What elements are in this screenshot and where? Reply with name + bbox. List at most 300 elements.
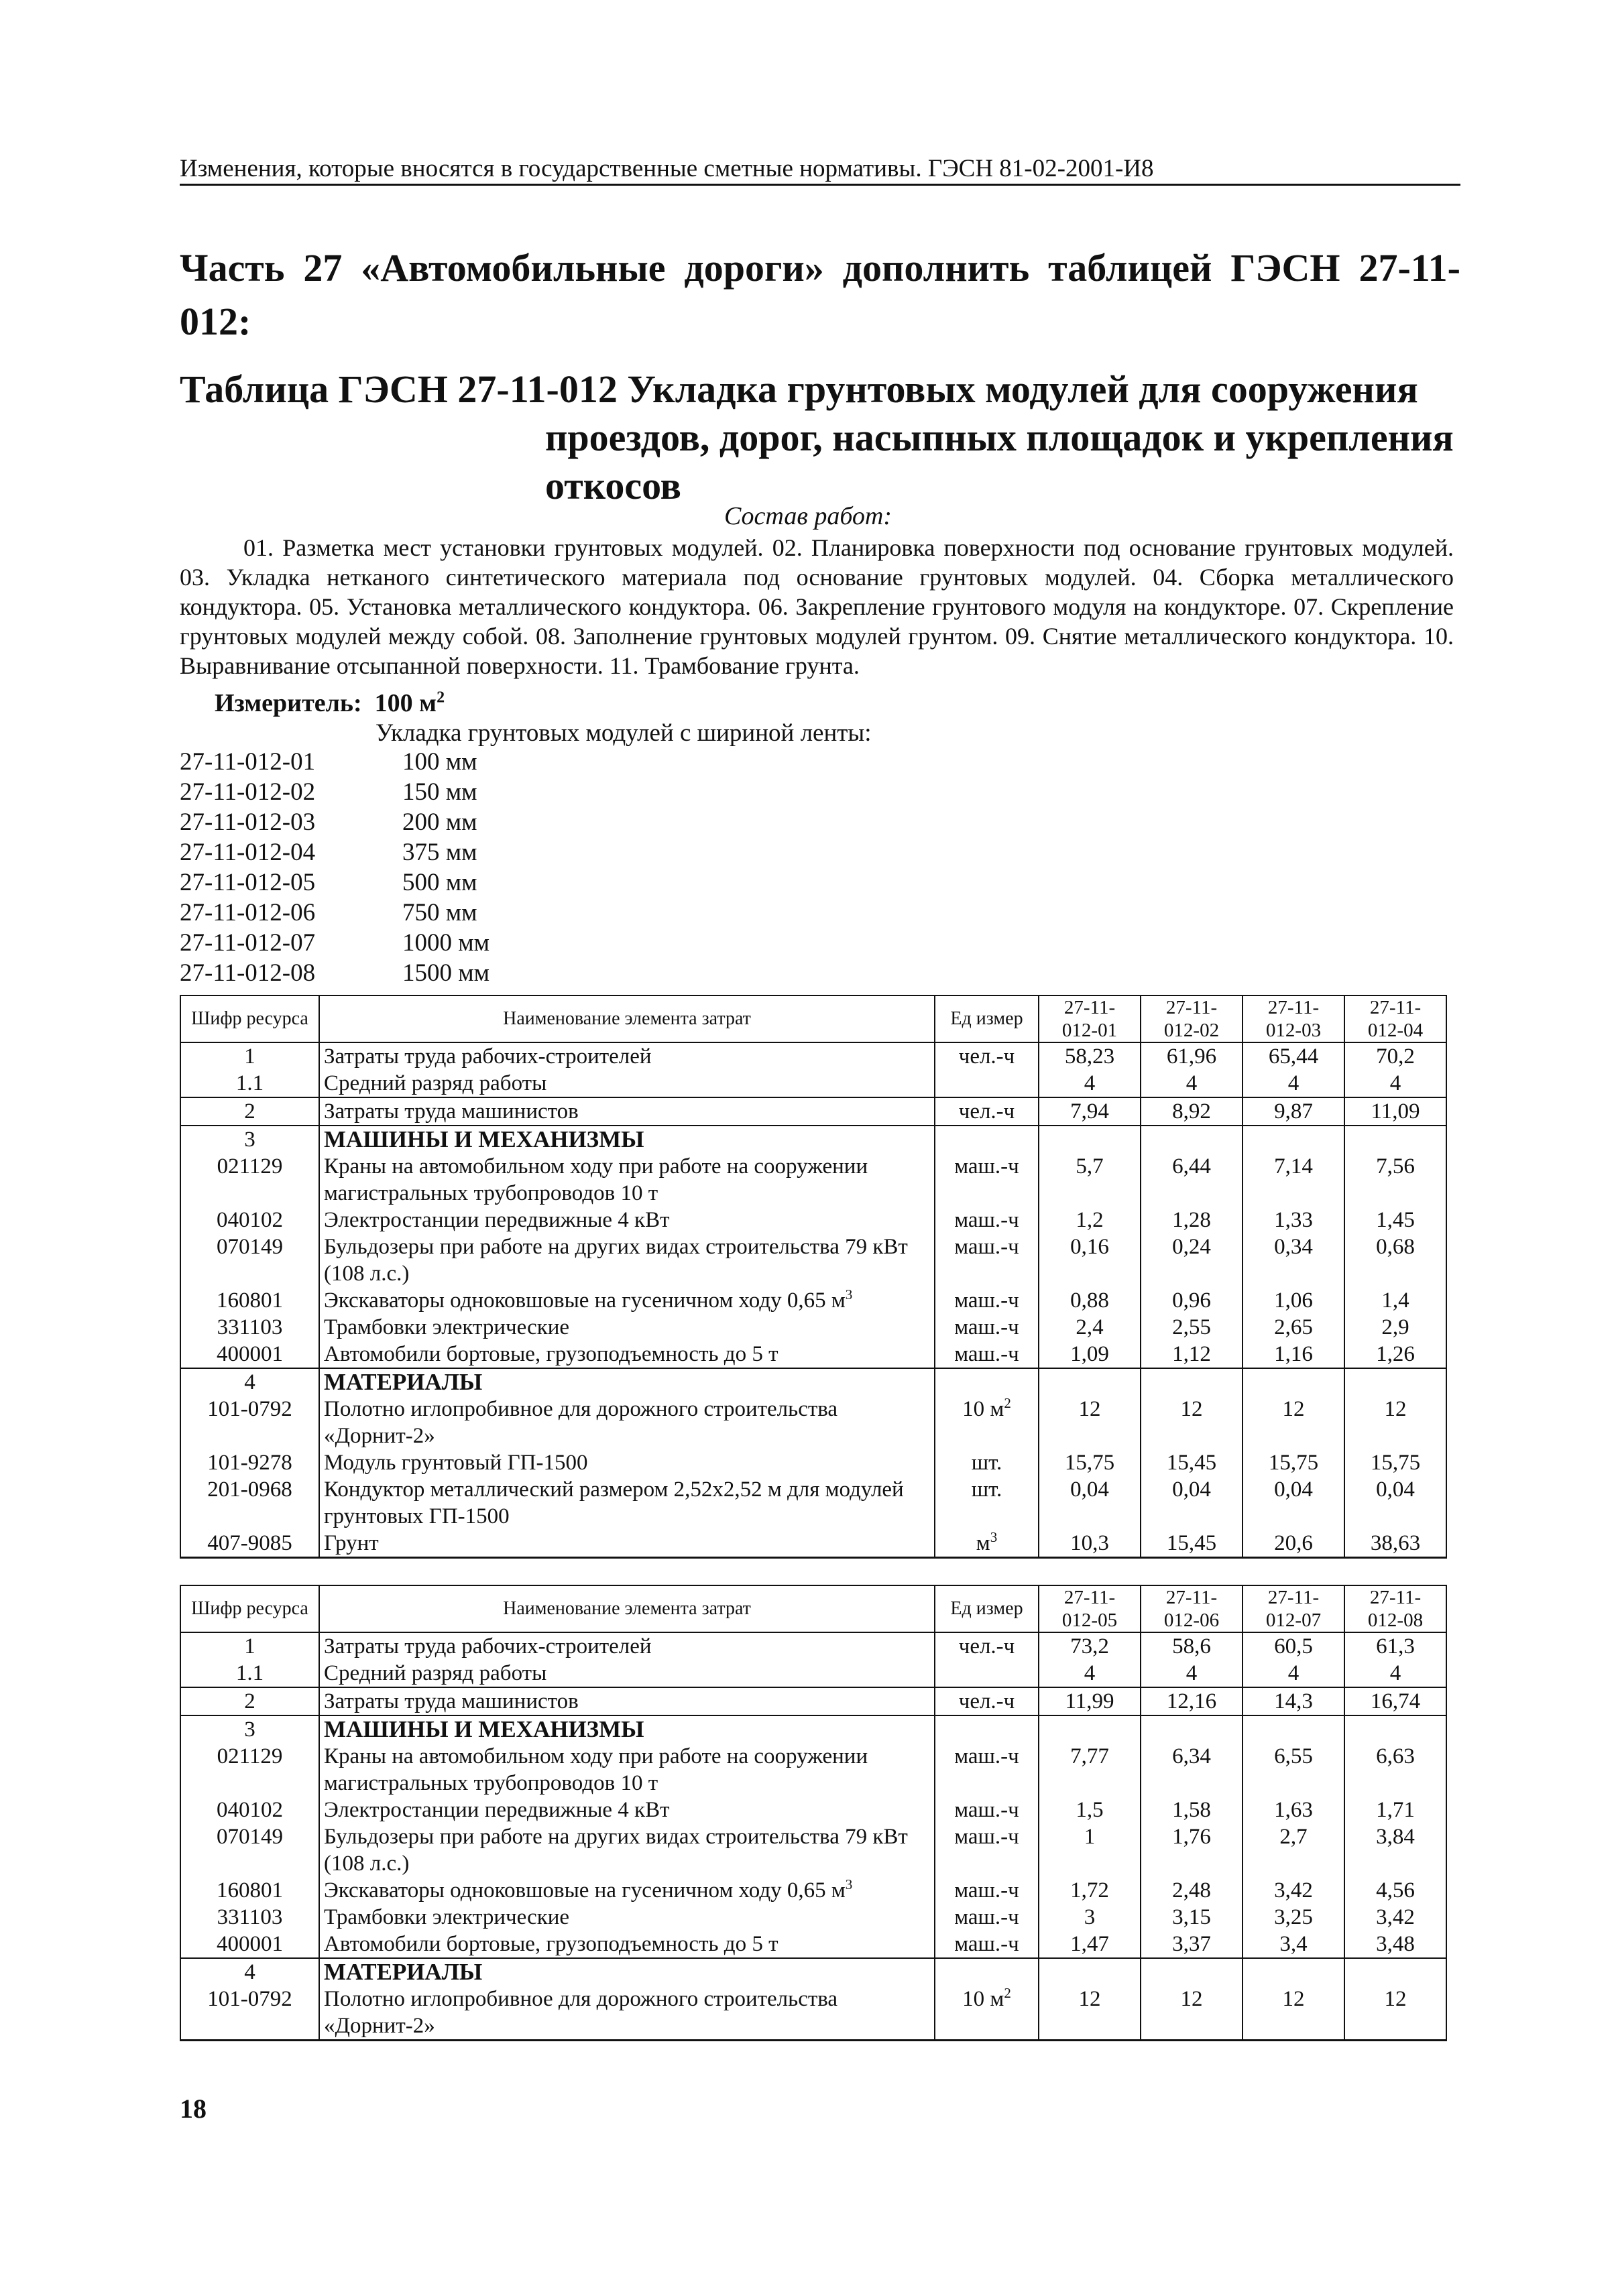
empty-cell — [1243, 1126, 1344, 1153]
section-row — [180, 1958, 1446, 1986]
value-cell: 4 — [1344, 1660, 1446, 1687]
resource-name-text: Грунт — [324, 1531, 379, 1555]
header-code: Шифр ресурса — [180, 995, 319, 1042]
value-cell: 4 — [1141, 1660, 1243, 1687]
measure-value: 100 м — [374, 689, 437, 717]
empty-cell — [1141, 1368, 1243, 1396]
empty-cell — [1243, 1715, 1344, 1743]
code-id: 27-11-012-04 — [180, 839, 316, 866]
unit-text: маш.-ч — [954, 1342, 1019, 1366]
resource-name — [319, 1877, 935, 1904]
value-cell: 0,24 — [1141, 1233, 1243, 1287]
value-cell: 3,37 — [1141, 1931, 1243, 1958]
resource-code: 3 — [180, 1715, 319, 1743]
norm-code-part: 012-07 — [1265, 1610, 1322, 1631]
norm-code-part: 27-11- — [1267, 1587, 1320, 1608]
unit — [935, 1396, 1039, 1449]
header-norm-code — [1039, 995, 1141, 1042]
empty-cell — [1141, 1126, 1243, 1153]
resource-name — [319, 1632, 935, 1660]
code-list-item — [180, 747, 489, 777]
measure — [215, 688, 445, 718]
unit — [935, 1153, 1039, 1207]
value-cell: 7,14 — [1243, 1153, 1344, 1207]
unit-sup: 2 — [1004, 1395, 1011, 1411]
resource-name-text: Средний разряд работы — [324, 1071, 547, 1095]
empty-cell — [1344, 1126, 1446, 1153]
header-rule — [180, 184, 1460, 186]
norm-code-part: 27-11- — [1267, 997, 1320, 1018]
unit — [935, 1823, 1039, 1877]
norm-code-part: 27-11- — [1165, 1587, 1218, 1608]
empty-cell — [1039, 1715, 1141, 1743]
resource-code: 2 — [180, 1097, 319, 1126]
resource-code: 400001 — [180, 1341, 319, 1368]
unit — [935, 1931, 1039, 1958]
header-norm-code — [1344, 995, 1446, 1042]
resource-name — [319, 1070, 935, 1097]
value-cell: 4 — [1141, 1070, 1243, 1097]
value-cell: 12,16 — [1141, 1687, 1243, 1715]
unit-text: маш.-ч — [954, 1744, 1019, 1768]
value-cell: 3,42 — [1243, 1877, 1344, 1904]
unit-text: маш.-ч — [954, 1905, 1019, 1929]
empty-cell — [935, 1715, 1039, 1743]
resource-name-text: Затраты труда рабочих-строителей — [324, 1634, 652, 1658]
resource-name-text: Полотно иглопробивное для дорожного строительства «Дорнит-2» — [324, 1397, 838, 1448]
resource-row — [180, 1904, 1446, 1931]
resource-name — [319, 1042, 935, 1070]
code-width: 150 мм — [402, 778, 477, 806]
value-cell: 2,9 — [1344, 1314, 1446, 1341]
header-norm-code — [1344, 1585, 1446, 1632]
works-text: 01. Разметка мест установки грунтовых модулей. 02. Планировка поверхности под основание грунтовых модулей. 03. Укладка нетканого синтетического материала под основание грунтовых модулей. 04. Сборка металлического кондуктора. 05. Установка металлического кондуктора. 06. Закрепление грунтового модуля на кондукторе. 07. Скрепление грунтовых модулей между собой. 08. Заполнение грунтовых модулей грунтом. 09. Снятие металлического кондуктора. 10. Выравнивание отсыпанной поверхности. 11. Трамбование грунта. — [180, 534, 1454, 679]
value-cell: 12 — [1141, 1396, 1243, 1449]
unit — [935, 1660, 1039, 1687]
norm-code-part: 012-05 — [1061, 1610, 1118, 1631]
part-heading-line1 — [180, 241, 1460, 295]
value-cell: 3 — [1039, 1904, 1141, 1931]
resource-row — [180, 1823, 1446, 1877]
resource-name — [319, 1207, 935, 1233]
unit-text: маш.-ч — [954, 1315, 1019, 1339]
code-width: 750 мм — [402, 899, 477, 926]
empty-cell — [1141, 1715, 1243, 1743]
unit — [935, 1476, 1039, 1530]
code-list — [180, 747, 489, 988]
empty-cell — [935, 1126, 1039, 1153]
code-width: 100 мм — [402, 748, 477, 776]
section-row — [180, 1368, 1446, 1396]
norm-code-part: 012-06 — [1163, 1610, 1220, 1631]
unit-text: маш.-ч — [954, 1235, 1019, 1259]
resource-code: 400001 — [180, 1931, 319, 1958]
part-heading-word: дополнить — [842, 246, 1030, 290]
value-cell: 3,15 — [1141, 1904, 1243, 1931]
value-cell: 1,72 — [1039, 1877, 1141, 1904]
part-heading-word: дороги» — [684, 246, 824, 290]
value-cell: 1,26 — [1344, 1341, 1446, 1368]
header-norm-code — [1039, 1585, 1141, 1632]
header-norm-code — [1141, 1585, 1243, 1632]
norm-code-part: 27-11- — [1369, 997, 1422, 1018]
resource-name-sup: 3 — [845, 1876, 853, 1892]
resource-row — [180, 1632, 1446, 1660]
code-list-item — [180, 837, 489, 867]
unit-text: чел.-ч — [958, 1689, 1015, 1713]
resource-name-text: Электростанции передвижные 4 кВт — [324, 1208, 670, 1232]
cost-table-2 — [180, 1585, 1447, 2041]
resource-code: 1 — [180, 1632, 319, 1660]
value-cell: 12 — [1243, 1396, 1344, 1449]
unit — [935, 1797, 1039, 1823]
value-cell: 3,42 — [1344, 1904, 1446, 1931]
value-cell: 1,33 — [1243, 1207, 1344, 1233]
resource-name-text: Модуль грунтовый ГП-1500 — [324, 1451, 588, 1475]
measure-sup: 2 — [437, 688, 445, 707]
value-cell: 1,06 — [1243, 1287, 1344, 1314]
value-cell: 1,12 — [1141, 1341, 1243, 1368]
resource-name — [319, 1743, 935, 1797]
norm-code-part: 012-04 — [1367, 1020, 1424, 1041]
code-list-item — [180, 928, 489, 958]
value-cell: 0,04 — [1344, 1476, 1446, 1530]
code-list-item — [180, 867, 489, 898]
header-norm-code — [1243, 1585, 1344, 1632]
resource-name-text: Кондуктор металлический размером 2,52х2,52 м для модулей грунтовых ГП-1500 — [324, 1477, 904, 1528]
unit — [935, 1530, 1039, 1558]
resource-name-text: Затраты труда машинистов — [324, 1099, 579, 1124]
value-cell: 12 — [1141, 1986, 1243, 2041]
code-width: 200 мм — [402, 808, 477, 836]
value-cell: 1,76 — [1141, 1823, 1243, 1877]
value-cell: 14,3 — [1243, 1687, 1344, 1715]
code-width: 1500 мм — [402, 959, 490, 987]
table-header-row — [180, 1585, 1446, 1632]
norm-code-part: 27-11- — [1063, 1587, 1116, 1608]
part-heading-word: таблицей — [1048, 246, 1212, 290]
resource-code: 160801 — [180, 1287, 319, 1314]
table-title-line1: Таблица ГЭСН 27-11-012 Укладка грунтовых модулей для сооружения — [180, 367, 1418, 411]
unit — [935, 1314, 1039, 1341]
value-cell: 12 — [1243, 1986, 1344, 2041]
value-cell: 1,5 — [1039, 1797, 1141, 1823]
norm-code-part: 012-01 — [1061, 1020, 1118, 1041]
empty-cell — [1344, 1715, 1446, 1743]
unit — [935, 1233, 1039, 1287]
resource-name-text: Затраты труда рабочих-строителей — [324, 1044, 652, 1069]
resource-row — [180, 1341, 1446, 1368]
works-heading: Состав работ: — [724, 502, 892, 530]
unit-text: шт. — [971, 1477, 1002, 1502]
resource-name — [319, 1396, 935, 1449]
section-title: МАШИНЫ И МЕХАНИЗМЫ — [319, 1126, 935, 1153]
unit — [935, 1904, 1039, 1931]
resource-code: 101-9278 — [180, 1449, 319, 1476]
resource-row — [180, 1743, 1446, 1797]
resource-row — [180, 1449, 1446, 1476]
value-cell: 8,92 — [1141, 1097, 1243, 1126]
header-unit: Ед измер — [935, 1585, 1039, 1632]
resource-name — [319, 1449, 935, 1476]
resource-code: 1.1 — [180, 1660, 319, 1687]
unit-text: м — [976, 1531, 990, 1555]
resource-name-text: Трамбовки электрические — [324, 1315, 570, 1339]
resource-row — [180, 1877, 1446, 1904]
value-cell: 1,4 — [1344, 1287, 1446, 1314]
resource-name — [319, 1687, 935, 1715]
resource-code: 070149 — [180, 1823, 319, 1877]
value-cell: 3,25 — [1243, 1904, 1344, 1931]
table-header-row — [180, 995, 1446, 1042]
section-title: МАШИНЫ И МЕХАНИЗМЫ — [319, 1715, 935, 1743]
resource-code: 101-0792 — [180, 1986, 319, 2041]
norm-code-part: 27-11- — [1063, 997, 1116, 1018]
value-cell: 1 — [1039, 1823, 1141, 1877]
value-cell: 73,2 — [1039, 1632, 1141, 1660]
unit — [935, 1070, 1039, 1097]
measure-label: Измеритель: — [215, 689, 362, 717]
resource-name — [319, 1660, 935, 1687]
running-header: Изменения, которые вносятся в государственные сметные нормативы. ГЭСН 81-02-2001-И8 — [180, 155, 1154, 182]
value-cell: 1,63 — [1243, 1797, 1344, 1823]
header-norm-code — [1243, 995, 1344, 1042]
value-cell: 1,28 — [1141, 1207, 1243, 1233]
value-cell: 9,87 — [1243, 1097, 1344, 1126]
resource-row — [180, 1797, 1446, 1823]
value-cell: 15,45 — [1141, 1530, 1243, 1558]
code-list-item — [180, 898, 489, 928]
part-heading-word: 27-11- — [1359, 246, 1460, 290]
resource-row — [180, 1931, 1446, 1958]
code-width: 1000 мм — [402, 929, 490, 957]
unit — [935, 1986, 1039, 2041]
value-cell: 2,65 — [1243, 1314, 1344, 1341]
value-cell: 0,88 — [1039, 1287, 1141, 1314]
value-cell: 70,2 — [1344, 1042, 1446, 1070]
unit-text: 10 м — [962, 1987, 1004, 2011]
value-cell: 1,58 — [1141, 1797, 1243, 1823]
unit-text: чел.-ч — [958, 1044, 1015, 1069]
resource-code: 331103 — [180, 1314, 319, 1341]
value-cell: 6,34 — [1141, 1743, 1243, 1797]
code-list-item — [180, 807, 489, 837]
resource-name-sup: 3 — [845, 1286, 853, 1303]
value-cell: 10,3 — [1039, 1530, 1141, 1558]
code-id: 27-11-012-03 — [180, 808, 316, 836]
value-cell: 1,47 — [1039, 1931, 1141, 1958]
resource-code: 4 — [180, 1368, 319, 1396]
resource-name — [319, 1904, 935, 1931]
value-cell: 1,09 — [1039, 1341, 1141, 1368]
value-cell: 7,56 — [1344, 1153, 1446, 1207]
resource-name-text: Экскаваторы одноковшовые на гусеничном ходу 0,65 м — [324, 1878, 846, 1902]
unit — [935, 1632, 1039, 1660]
unit-sup: 2 — [1004, 1985, 1011, 2001]
part-heading-word: ГЭСН — [1230, 246, 1340, 290]
value-cell: 6,63 — [1344, 1743, 1446, 1797]
resource-row — [180, 1097, 1446, 1126]
unit-text: чел.-ч — [958, 1634, 1015, 1658]
value-cell: 0,04 — [1039, 1476, 1141, 1530]
value-cell: 0,96 — [1141, 1287, 1243, 1314]
unit-text: маш.-ч — [954, 1154, 1019, 1179]
resource-code: 021129 — [180, 1743, 319, 1797]
resource-code: 021129 — [180, 1153, 319, 1207]
header-name: Наименование элемента затрат — [319, 1585, 935, 1632]
unit — [935, 1877, 1039, 1904]
value-cell: 7,94 — [1039, 1097, 1141, 1126]
value-cell: 4 — [1243, 1070, 1344, 1097]
codes-subtitle: Укладка грунтовых модулей с шириной ленты: — [376, 719, 872, 747]
unit-text: чел.-ч — [958, 1099, 1015, 1124]
value-cell: 3,84 — [1344, 1823, 1446, 1877]
value-cell: 61,3 — [1344, 1632, 1446, 1660]
empty-cell — [1039, 1368, 1141, 1396]
empty-cell — [1243, 1958, 1344, 1986]
value-cell: 1,2 — [1039, 1207, 1141, 1233]
value-cell: 12 — [1039, 1986, 1141, 2041]
code-width: 375 мм — [402, 839, 477, 866]
code-id: 27-11-012-05 — [180, 869, 316, 896]
resource-code: 040102 — [180, 1207, 319, 1233]
value-cell: 6,55 — [1243, 1743, 1344, 1797]
resource-name-text: Бульдозеры при работе на других видах строительства 79 кВт (108 л.с.) — [324, 1235, 908, 1286]
unit-text: маш.-ч — [954, 1932, 1019, 1956]
section-row — [180, 1126, 1446, 1153]
resource-name-text: Бульдозеры при работе на других видах строительства 79 кВт (108 л.с.) — [324, 1825, 908, 1876]
code-id: 27-11-012-06 — [180, 899, 316, 926]
value-cell: 20,6 — [1243, 1530, 1344, 1558]
value-cell: 2,55 — [1141, 1314, 1243, 1341]
value-cell: 2,48 — [1141, 1877, 1243, 1904]
part-heading — [180, 241, 1460, 349]
resource-name — [319, 1823, 935, 1877]
norm-code-part: 012-08 — [1367, 1610, 1424, 1631]
unit — [935, 1449, 1039, 1476]
value-cell: 3,4 — [1243, 1931, 1344, 1958]
part-heading-word: 27 — [303, 246, 343, 290]
value-cell: 12 — [1344, 1986, 1446, 2041]
unit-sup: 3 — [990, 1529, 998, 1545]
unit — [935, 1743, 1039, 1797]
value-cell: 3,48 — [1344, 1931, 1446, 1958]
header-unit: Ед измер — [935, 995, 1039, 1042]
resource-code: 2 — [180, 1687, 319, 1715]
part-heading-line2: 012: — [180, 300, 251, 343]
value-cell: 61,96 — [1141, 1042, 1243, 1070]
code-id: 27-11-012-01 — [180, 748, 316, 776]
resource-code: 331103 — [180, 1904, 319, 1931]
value-cell: 2,7 — [1243, 1823, 1344, 1877]
resource-name-text: Автомобили бортовые, грузоподъемность до 5 т — [324, 1932, 778, 1956]
unit — [935, 1287, 1039, 1314]
unit-text: маш.-ч — [954, 1288, 1019, 1313]
value-cell: 0,34 — [1243, 1233, 1344, 1287]
unit — [935, 1341, 1039, 1368]
resource-name — [319, 1233, 935, 1287]
empty-cell — [1039, 1958, 1141, 1986]
section-title: МАТЕРИАЛЫ — [319, 1368, 935, 1396]
resource-name — [319, 1931, 935, 1958]
part-heading-word: «Автомобильные — [361, 246, 666, 290]
resource-name-text: Средний разряд работы — [324, 1661, 547, 1685]
resource-name-text: Экскаваторы одноковшовые на гусеничном ходу 0,65 м — [324, 1288, 846, 1313]
empty-cell — [1344, 1368, 1446, 1396]
empty-cell — [935, 1368, 1039, 1396]
header-code: Шифр ресурса — [180, 1585, 319, 1632]
empty-cell — [1243, 1368, 1344, 1396]
value-cell: 15,75 — [1039, 1449, 1141, 1476]
table-title-line3: откосов — [545, 464, 681, 507]
value-cell: 1,45 — [1344, 1207, 1446, 1233]
value-cell: 15,75 — [1243, 1449, 1344, 1476]
value-cell: 1,16 — [1243, 1341, 1344, 1368]
empty-cell — [1039, 1126, 1141, 1153]
resource-row — [180, 1530, 1446, 1558]
unit-text: 10 м — [962, 1397, 1004, 1421]
header-norm-code — [1141, 995, 1243, 1042]
resource-code: 3 — [180, 1126, 319, 1153]
resource-code: 407-9085 — [180, 1530, 319, 1558]
table-title-line2: проездов, дорог, насыпных площадок и укрепления — [545, 416, 1454, 459]
code-width: 500 мм — [402, 869, 477, 896]
resource-row — [180, 1233, 1446, 1287]
value-cell: 0,68 — [1344, 1233, 1446, 1287]
empty-cell — [1141, 1958, 1243, 1986]
resource-row — [180, 1660, 1446, 1687]
section-row — [180, 1715, 1446, 1743]
unit — [935, 1097, 1039, 1126]
unit — [935, 1207, 1039, 1233]
value-cell: 15,75 — [1344, 1449, 1446, 1476]
part-heading-word: Часть — [180, 246, 285, 290]
resource-name — [319, 1476, 935, 1530]
resource-row — [180, 1396, 1446, 1449]
value-cell: 58,6 — [1141, 1632, 1243, 1660]
unit-text: шт. — [971, 1451, 1002, 1475]
resource-row — [180, 1687, 1446, 1715]
resource-row — [180, 1314, 1446, 1341]
value-cell: 0,04 — [1243, 1476, 1344, 1530]
value-cell: 1,71 — [1344, 1797, 1446, 1823]
code-list-item — [180, 777, 489, 807]
resource-code: 101-0792 — [180, 1396, 319, 1449]
resource-name-text: Краны на автомобильном ходу при работе на сооружении магистральных трубопроводов 10 т — [324, 1154, 868, 1205]
value-cell: 6,44 — [1141, 1153, 1243, 1207]
value-cell: 4 — [1039, 1660, 1141, 1687]
resource-code: 040102 — [180, 1797, 319, 1823]
resource-row — [180, 1153, 1446, 1207]
value-cell: 0,16 — [1039, 1233, 1141, 1287]
resource-row — [180, 1986, 1446, 2041]
resource-name — [319, 1097, 935, 1126]
value-cell: 0,04 — [1141, 1476, 1243, 1530]
empty-cell — [1344, 1958, 1446, 1986]
value-cell: 65,44 — [1243, 1042, 1344, 1070]
value-cell: 58,23 — [1039, 1042, 1141, 1070]
resource-name — [319, 1287, 935, 1314]
value-cell: 11,99 — [1039, 1687, 1141, 1715]
value-cell: 15,45 — [1141, 1449, 1243, 1476]
resource-code: 1 — [180, 1042, 319, 1070]
value-cell: 60,5 — [1243, 1632, 1344, 1660]
resource-row — [180, 1476, 1446, 1530]
value-cell: 11,09 — [1344, 1097, 1446, 1126]
resource-name-text: Краны на автомобильном ходу при работе на сооружении магистральных трубопроводов 10 т — [324, 1744, 868, 1795]
value-cell: 4 — [1039, 1070, 1141, 1097]
value-cell: 2,4 — [1039, 1314, 1141, 1341]
